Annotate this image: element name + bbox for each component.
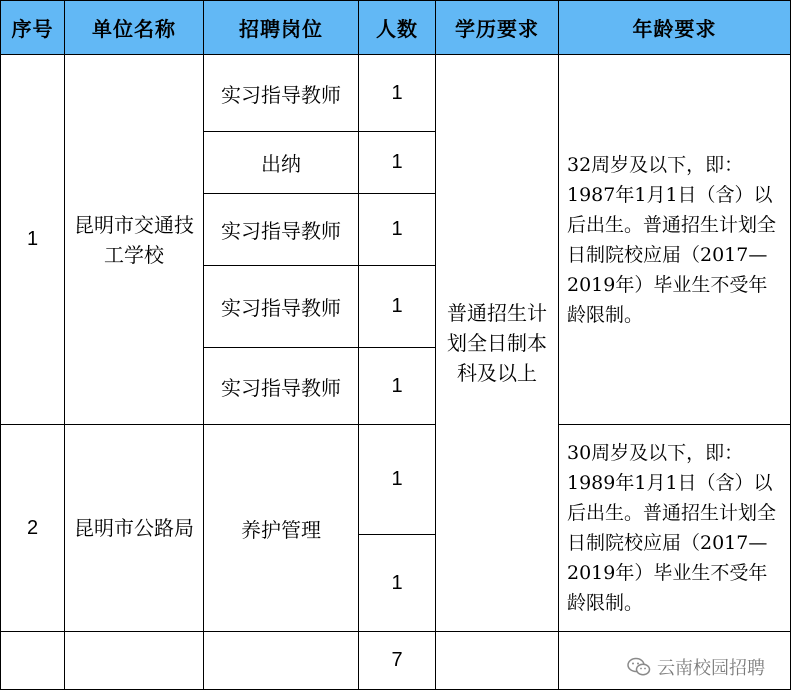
count-cell: 1: [359, 132, 436, 194]
position-cell: 实习指导教师: [204, 266, 359, 348]
table-row: [1, 425, 791, 535]
total-count-cell: 7: [359, 632, 436, 690]
unit-name-cell: 昆明市公路局: [65, 425, 204, 632]
watermark: [627, 654, 765, 680]
empty-cell: [436, 632, 559, 690]
position-cell: 出纳: [204, 132, 359, 194]
count-cell: 1: [359, 425, 436, 535]
count-cell: 1: [359, 55, 436, 132]
position-cell: 养护管理: [204, 425, 359, 632]
count-cell: 1: [359, 535, 436, 632]
unit-name-cell: 昆明市交通技工学校: [65, 55, 204, 425]
position-cell: 实习指导教师: [204, 348, 359, 425]
watermark-text: 云南校园招聘: [657, 658, 765, 679]
header-unit-name: 单位名称: [65, 1, 204, 55]
age-requirement-cell: 30周岁及以下，即：1989年1月1日（含）以后出生。普通招生计划全日制院校应届（2017—2019年）毕业生不受年龄限制。: [559, 425, 791, 632]
empty-cell: [65, 632, 204, 690]
count-cell: 1: [359, 348, 436, 425]
count-cell: 1: [359, 194, 436, 266]
position-cell: 实习指导教师: [204, 194, 359, 266]
header-seq: 序号: [1, 1, 65, 55]
education-cell: 普通招生计划全日制本科及以上: [436, 55, 559, 632]
count-cell: 1: [359, 266, 436, 348]
seq-cell: 1: [1, 55, 65, 425]
empty-cell: [1, 632, 65, 690]
header-position: 招聘岗位: [204, 1, 359, 55]
header-row: [1, 1, 791, 55]
table-row: [1, 55, 791, 132]
header-education: 学历要求: [436, 1, 559, 55]
header-count: 人数: [359, 1, 436, 55]
header-age: 年龄要求: [559, 1, 791, 55]
age-requirement-cell: 32周岁及以下，即：1987年1月1日（含）以后出生。普通招生计划全日制院校应届（2017—2019年）毕业生不受年龄限制。: [559, 55, 791, 425]
seq-cell: 2: [1, 425, 65, 632]
position-cell: 实习指导教师: [204, 55, 359, 132]
empty-cell: [204, 632, 359, 690]
wechat-icon: [627, 657, 651, 677]
